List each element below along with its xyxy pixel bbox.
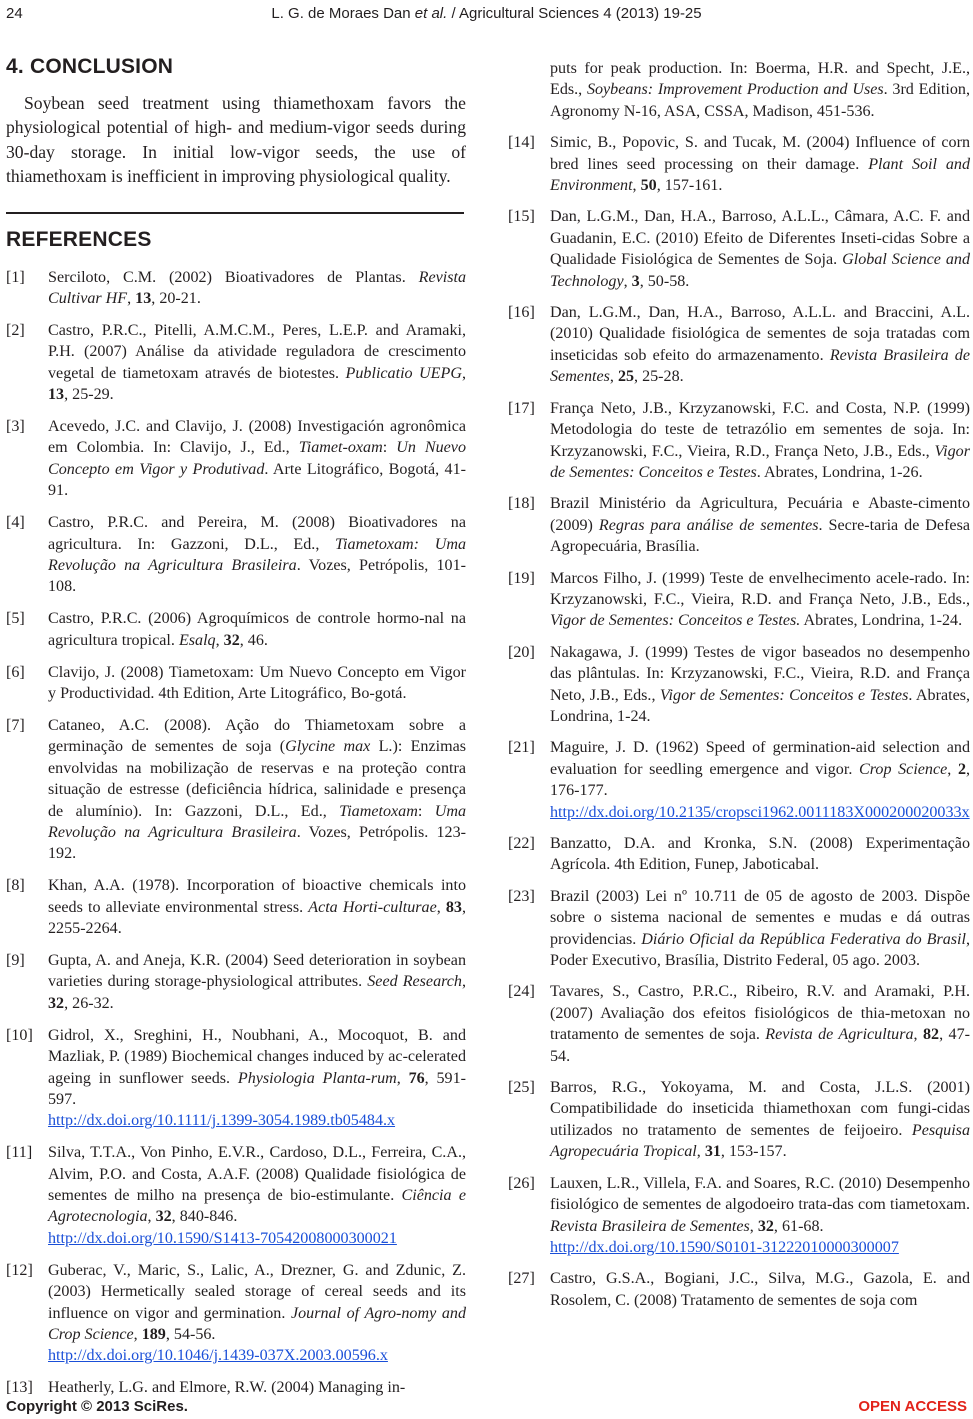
reference-entry [508, 642, 970, 728]
reference-entry [6, 1025, 466, 1132]
reference-text [550, 58, 970, 122]
reference-text [48, 608, 466, 651]
reference-volume: 13 [48, 386, 65, 404]
reference-number: [27] [508, 1270, 535, 1288]
reference-text [550, 132, 970, 196]
reference-entry [508, 1173, 970, 1259]
reference-volume: 3 [631, 272, 640, 290]
reference-entry [508, 132, 970, 196]
reference-italic-text: Revista Brasileira de Sementes [550, 346, 970, 386]
reference-text-run: , 61-68. [773, 1217, 824, 1235]
reference-number: [15] [508, 208, 535, 226]
reference-text-run: , 2255-2264. [48, 898, 466, 938]
reference-entry [508, 302, 970, 388]
reference-volume: 82 [923, 1026, 940, 1044]
reference-text-run: , 46. [239, 631, 268, 649]
reference-text-run: , [436, 898, 446, 916]
reference-text-run: . Vozes, Petrópolis, 101-108. [48, 557, 466, 596]
reference-italic-text: Plant Soil and Environment [550, 155, 970, 195]
reference-entry [6, 512, 466, 598]
reference-text-run: , [913, 1026, 923, 1044]
reference-text-run: , 157-161. [656, 177, 723, 195]
reference-number: [11] [6, 1144, 33, 1162]
reference-italic-text: Seed Research [367, 973, 462, 991]
reference-italic-text: Tiamet-oxam [298, 439, 383, 457]
reference-volume: 32 [155, 1208, 172, 1226]
reference-text-run: , 50-58. [639, 272, 690, 290]
reference-italic-text: Glycine max [285, 738, 371, 756]
reference-text [48, 1260, 466, 1367]
copyright-notice: Copyright © 2013 SciRes. [6, 1398, 188, 1415]
reference-italic-text: Global Science and Technology [550, 251, 971, 290]
reference-text-run: , 840-846. [171, 1208, 238, 1226]
reference-number: [24] [508, 983, 535, 1001]
reference-entry [6, 267, 466, 310]
reference-text-run: . 3rd Edition, Agronomy N-16, ASA, CSSA, Madison, 451-536. [550, 81, 970, 120]
reference-volume: 2 [957, 760, 966, 778]
reference-number: [14] [508, 134, 535, 152]
reference-text-run: , 26-32. [64, 994, 114, 1012]
reference-number: [9] [6, 952, 25, 969]
header-journal: / Agricultural Sciences 4 (2013) 19-25 [451, 5, 702, 22]
reference-entry [6, 950, 466, 1014]
doi-link[interactable]: http://dx.doi.org/10.1590/S1413-70542008000300021 [48, 1229, 397, 1247]
right-column [508, 58, 970, 1311]
reference-entry [508, 1268, 970, 1311]
reference-text-run: . Vozes, Petrópolis. 123-192. [48, 823, 466, 863]
reference-text-run: . Secre-taria de Defesa Agropecuária, Brasília. [550, 516, 970, 556]
reference-text-run: Serciloto, C.M. (2002) Bioativadores de Plantas. [48, 268, 419, 286]
reference-volume: 13 [135, 290, 152, 308]
reference-text-run: Tavares, S., Castro, P.R.C., Ribeiro, R.V. and Aramaki, P.H. (2007) Avaliação dos efeitos fisiológicos de thia-metoxan no tratamento de sementes de soja. [550, 983, 970, 1044]
reference-number: [1] [6, 268, 25, 286]
reference-text-run: , [696, 1143, 705, 1161]
reference-text [48, 267, 466, 310]
reference-text-run: Gidrol, X., Sreghini, H., Noubhani, A., Mocoquot, B. and Mazliak, P. (1989) Biochemical changes induced by ac-celerated ageing in sunflower seeds. [48, 1026, 466, 1087]
reference-text [550, 1268, 970, 1311]
reference-number: [3] [6, 418, 25, 436]
reference-text-run: , [623, 272, 632, 290]
reference-text-run: Lauxen, L.R., Villela, F.A. and Soares, R.C. (2010) Desempenho fisiológico de sementes de algodoeiro trata-das com tiametoxam. [550, 1174, 970, 1214]
reference-text [48, 1377, 466, 1398]
reference-number: [12] [6, 1261, 33, 1279]
reference-entry [508, 568, 970, 632]
reference-entry [6, 715, 466, 865]
reference-text [550, 206, 970, 292]
reference-italic-text: Publicatio UEPG [345, 364, 462, 382]
reference-text [550, 981, 970, 1067]
reference-entry [6, 875, 466, 939]
reference-text-run: . Abrates, Londrina, 1-26. [756, 463, 923, 481]
reference-entry [508, 398, 970, 484]
reference-text-run: , 47-54. [550, 1026, 971, 1065]
reference-text [550, 642, 970, 728]
reference-text-run: . Arte Litográfico, Bogotá, 41-91. [48, 460, 466, 500]
reference-text-run: Dan, L.G.M., Dan, H.A., Barroso, A.L.L., Câmara, A.C. F. and Guadanin, E.C. (2010) Efeito de Diferentes Inseti-cidas Sobre a Qualidade Fisiológica de Sementes de Soja. [550, 208, 970, 269]
reference-italic-text: Pesquisa Agropecuária Tropical [550, 1121, 970, 1161]
reference-number: [7] [6, 716, 25, 734]
reference-entry [6, 1142, 466, 1249]
header-et-al: et al. [414, 5, 448, 22]
reference-number: [18] [508, 495, 535, 513]
reference-number: [5] [6, 610, 25, 628]
reference-text-run: , 25-28. [634, 368, 684, 386]
reference-text [48, 715, 466, 865]
reference-volume: 31 [704, 1143, 721, 1161]
reference-text-run: , Poder Executivo, Brasília, Distrito Federal, 05 ago. 2003. [550, 930, 970, 970]
reference-text-run: Barros, R.G., Yokoyama, M. and Costa, J.L.S. (2001) Compatibilidade do inseticida thiamethoxan com fungi-cidas utilizados no tratamento de sementes de feijoeiro. [550, 1079, 970, 1139]
reference-volume: 83 [445, 898, 462, 916]
reference-text-run: , [127, 290, 136, 308]
reference-volume: 76 [408, 1069, 425, 1087]
reference-volume: 50 [640, 177, 657, 195]
reference-text-run: Simic, B., Popovic, S. and Tucak, M. (2004) Influence of corn bred lines seed processing on their damage. [550, 134, 970, 173]
reference-text [550, 737, 970, 823]
reference-text-run: , [133, 1326, 142, 1343]
reference-italic-text: Revista Cultivar HF [48, 268, 466, 308]
reference-text-run: , 20-21. [151, 290, 201, 308]
section-divider [6, 212, 464, 214]
reference-text [48, 662, 466, 705]
reference-text [550, 886, 970, 972]
reference-text [48, 416, 466, 502]
reference-italic-text: Esalq [178, 631, 216, 649]
reference-text-run: . Abrates, Londrina, 1-24. [550, 686, 971, 725]
reference-italic-text: Tiametoxam [339, 802, 418, 820]
page-number: 24 [6, 5, 23, 22]
reference-italic-text: Vigor de Sementes: Conceitos e Testes [659, 686, 909, 704]
reference-entry [6, 662, 466, 705]
reference-volume: 32 [48, 994, 65, 1012]
reference-italic-text: Acta Horti-culturae [308, 898, 437, 916]
reference-text-run: Silva, T.T.A., Von Pinho, E.V.R., Cardoso, D.L., Ferreira, C.A., Alvim, P.O. and Costa, A.A.F. (2008) Qualidade fisiológica de sementes de milho na presença de bio-estimulante. [48, 1144, 466, 1205]
reference-text-run: Nakagawa, J. (1999) Testes de vigor baseados no desempenho das plântulas. In: Krzyzanowski, F.C., Vieira, R.D. and França Neto, J.B., Eds., [550, 643, 970, 704]
conclusion-heading: 4. CONCLUSION [6, 55, 174, 78]
reference-number: [20] [508, 643, 535, 661]
reference-text-run: Castro, G.S.A., Bogiani, J.C., Silva, M.G., Gazola, E. and Rosolem, C. (2008) Tratamento de sementes de soja com [550, 1270, 970, 1309]
reference-entry [508, 493, 970, 557]
reference-number: [21] [508, 739, 535, 757]
reference-italic-text: Revista de Agricultura [765, 1026, 914, 1044]
reference-entry [508, 737, 970, 823]
reference-italic-text: Crop Science [859, 760, 948, 778]
reference-text-run: Marcos Filho, J. (1999) Teste de envelhecimento acele-rado. In: Krzyzanowski, F.C., Vieira, R.D. and França Neto, J.B., Eds., [550, 569, 970, 608]
reference-italic-text: Physiologia Planta-rum [237, 1069, 397, 1087]
reference-text-run: Castro, P.R.C. and Pereira, M. (2008) Bioativadores na agricultura. In: Gazzoni, D.L., Ed., [48, 514, 466, 553]
reference-italic-text: Journal of Agro-nomy and Crop Science [48, 1304, 466, 1343]
reference-text-run: , 25-29. [64, 386, 114, 404]
reference-number: [16] [508, 304, 535, 322]
reference-entry [508, 833, 970, 876]
header-authors: L. G. de Moraes Dan [271, 5, 411, 22]
reference-italic-text: Revista Brasileira de Sementes [550, 1217, 750, 1235]
reference-text-run: , [461, 364, 466, 382]
reference-text-run: , [147, 1208, 156, 1226]
reference-volume: 25 [617, 368, 635, 386]
reference-number [508, 58, 550, 122]
reference-list-left [6, 267, 466, 1399]
reference-text-run: , [947, 760, 958, 778]
reference-number: [10] [6, 1026, 33, 1044]
doi-link[interactable]: http://dx.doi.org/10.1590/S0101-31222010000300007 [550, 1238, 899, 1256]
reference-italic-text: Ciência e Agrotecnologia [48, 1187, 466, 1226]
reference-text [550, 398, 970, 484]
reference-number: [22] [508, 835, 535, 852]
reference-entry [508, 1077, 970, 1163]
reference-italic-text: Uma Revolução na Agricultura Brasileira [48, 802, 466, 841]
reference-text-run: , 153-157. [720, 1143, 787, 1161]
reference-entry [508, 981, 970, 1067]
reference-text-run: Brazil (2003) Lei nº 10.711 de 05 de agosto de 2003. Dispõe sobre o sistema nacional de sementes e mudas e dá outras providencias. [550, 887, 970, 948]
reference-text [550, 568, 970, 632]
reference-volume: 189 [141, 1326, 166, 1343]
reference-entry [508, 886, 970, 972]
reference-text-run: , [632, 177, 641, 195]
references-heading: REFERENCES [6, 227, 152, 251]
reference-text [550, 1077, 970, 1163]
reference-text [48, 320, 466, 406]
reference-text-run: Castro, P.R.C. (2006) Agroquímicos de controle hormo-nal na agricultura tropical. [48, 610, 466, 649]
reference-italic-text: Regras para análise de sementes [598, 516, 819, 534]
running-header [0, 5, 973, 27]
reference-italic-text: Vigor de Sementes: Conceitos e Testes. [550, 612, 801, 630]
reference-text [48, 875, 466, 939]
reference-number: [25] [508, 1079, 535, 1097]
reference-number: [13] [6, 1379, 33, 1397]
reference-text-run: : [382, 439, 397, 457]
reference-text [550, 302, 970, 388]
reference-text-run: Clavijo, J. (2008) Tiametoxam: Um Nuevo Concepto em Vigor y Productividad. 4th Edition, Arte Litográfico, Bo-gotá. [48, 663, 466, 703]
doi-link[interactable]: http://dx.doi.org/10.1111/j.1399-3054.1989.tb05484.x [48, 1112, 396, 1130]
reference-text-run: Castro, P.R.C., Pitelli, A.M.C.M., Peres, L.E.P. and Aramaki, P.H. (2007) Análise da atividade reguladora de crescimento vegetal de tiametoxam através de biotestes. [48, 321, 466, 382]
reference-text-run: Banzatto, D.A. and Kronka, S.N. (2008) Experimentação Agrícola. 4th Edition, Funep, Jaboticabal. [550, 835, 970, 874]
reference-text-run: , 54-56. [165, 1326, 216, 1343]
reference-list-right [508, 58, 970, 1311]
reference-volume: 32 [757, 1217, 774, 1235]
reference-entry [6, 1260, 466, 1367]
reference-number: [6] [6, 663, 25, 681]
reference-italic-text: Un Nuevo Concepto em Vigor y Produtivad [48, 439, 467, 478]
reference-text-run: Heatherly, L.G. and Elmore, R.W. (2004) Managing in- [48, 1379, 406, 1397]
left-column [6, 55, 466, 1399]
reference-text-run: , 591-597. [48, 1069, 466, 1108]
running-title [0, 5, 973, 22]
reference-entry [508, 206, 970, 292]
reference-entry [6, 608, 466, 651]
doi-link[interactable]: http://dx.doi.org/10.1046/j.1439-037X.2003.00596.x [48, 1347, 388, 1365]
reference-text-run: , 176-177. [550, 760, 971, 800]
reference-text-run: Brazil Ministério da Agricultura, Pecuária e Abaste-cimento (2009) [550, 495, 970, 534]
reference-text [48, 1142, 466, 1249]
conclusion-paragraph: Soybean seed treatment using thiamethoxam favors the physiological potential of high- and medium-vigor seeds during 30-day storage. In initial low-vigor seeds, the use of thiamethoxam is inefficient in improving physiological quality. [6, 93, 466, 187]
reference-text [550, 833, 970, 876]
reference-number: [26] [508, 1174, 535, 1192]
reference-text-run: Maguire, J. D. (1962) Speed of germination-aid selection and evaluation for seedling emergence and vigor. [550, 739, 970, 778]
reference-number: [2] [6, 321, 25, 339]
reference-entry [6, 416, 466, 502]
reference-number: [19] [508, 569, 535, 587]
reference-entry [6, 320, 466, 406]
reference-text [48, 1025, 466, 1132]
reference-text-run: , [461, 973, 467, 991]
reference-number: [4] [6, 514, 25, 532]
open-access-label: OPEN ACCESS [858, 1398, 967, 1415]
reference-text-run: Abrates, Londrina, 1-24. [800, 612, 963, 630]
reference-text-run: , [396, 1069, 409, 1087]
doi-link[interactable]: http://dx.doi.org/10.2135/cropsci1962.0011183X000200020033x [550, 803, 970, 821]
reference-number: [17] [508, 399, 535, 417]
reference-text-run: Khan, A.A. (1978). Incorporation of bioactive chemicals into seeds to alleviate environmental stress. [48, 877, 466, 916]
reference-italic-text: Soybeans: Improvement Production and Uses [586, 81, 884, 99]
reference-text-run: Gupta, A. and Aneja, K.R. (2004) Seed deterioration in soybean varieties during storage-physiological attributes. [48, 952, 466, 991]
reference-text-run: Acevedo, J.C. and Clavijo, J. (2008) Investigación agronômica em Colombia. In: Clavijo, J., Ed., [48, 418, 466, 457]
reference-text-run: , [749, 1217, 758, 1235]
reference-italic-text: Diário Oficial da República Federativa do Brasil [641, 930, 966, 948]
reference-text-run: : [417, 802, 435, 820]
reference-text [48, 950, 466, 1014]
reference-number: [8] [6, 877, 25, 895]
reference-italic-text: Tiametoxam: Uma Revolução na Agricultura Brasileira [48, 535, 466, 574]
reference-text [48, 512, 466, 598]
reference-text-run: , [609, 368, 618, 386]
reference-text-run: puts for peak production. In: Boerma, H.R. and Specht, J.E., Eds., [550, 60, 970, 99]
reference-text-run: França Neto, J.B., Krzyzanowski, F.C. and Costa, N.P. (1999) Metodologia do teste de tetrazólio em sementes de soja. In: Krzyzanowski, F.C., Vieira, R.D., França Neto, J.B., Eds., [550, 399, 970, 460]
reference-number: [23] [508, 887, 535, 905]
reference-italic-text: Vigor de Sementes: Conceitos e Testes [550, 442, 970, 481]
reference-text-run: Dan, L.G.M., Dan, H.A., Barroso, A.L.L. and Braccini, A.L. (2010) Qualidade fisiológica de sementes de soja tratadas com inseticidas sob efeito do armazenamento. [550, 304, 970, 364]
reference-text-run: L.): Enzimas envolvidas na mobilização de reservas e na proteção contra situação de estresse (deficiência hídrica, salinidade e presença de alumínio). In: Gazzoni, D.L., Ed., [48, 738, 466, 820]
reference-text [550, 493, 970, 557]
reference-entry [6, 1377, 466, 1398]
reference-text-run: Guberac, V., Maric, S., Lalic, A., Drezner, G. and Zdunic, Z. (2003) Hermetically sealed storage of cereal seeds and its influence on vigor and germination. [48, 1261, 466, 1322]
reference-text-run: , [215, 631, 224, 649]
reference-text [550, 1173, 970, 1259]
reference-entry [508, 58, 970, 122]
reference-text-run: Cataneo, A.C. (2008). Ação do Thiametoxam sobre a germinação de sementes de soja ( [48, 716, 466, 756]
reference-volume: 32 [223, 631, 240, 649]
